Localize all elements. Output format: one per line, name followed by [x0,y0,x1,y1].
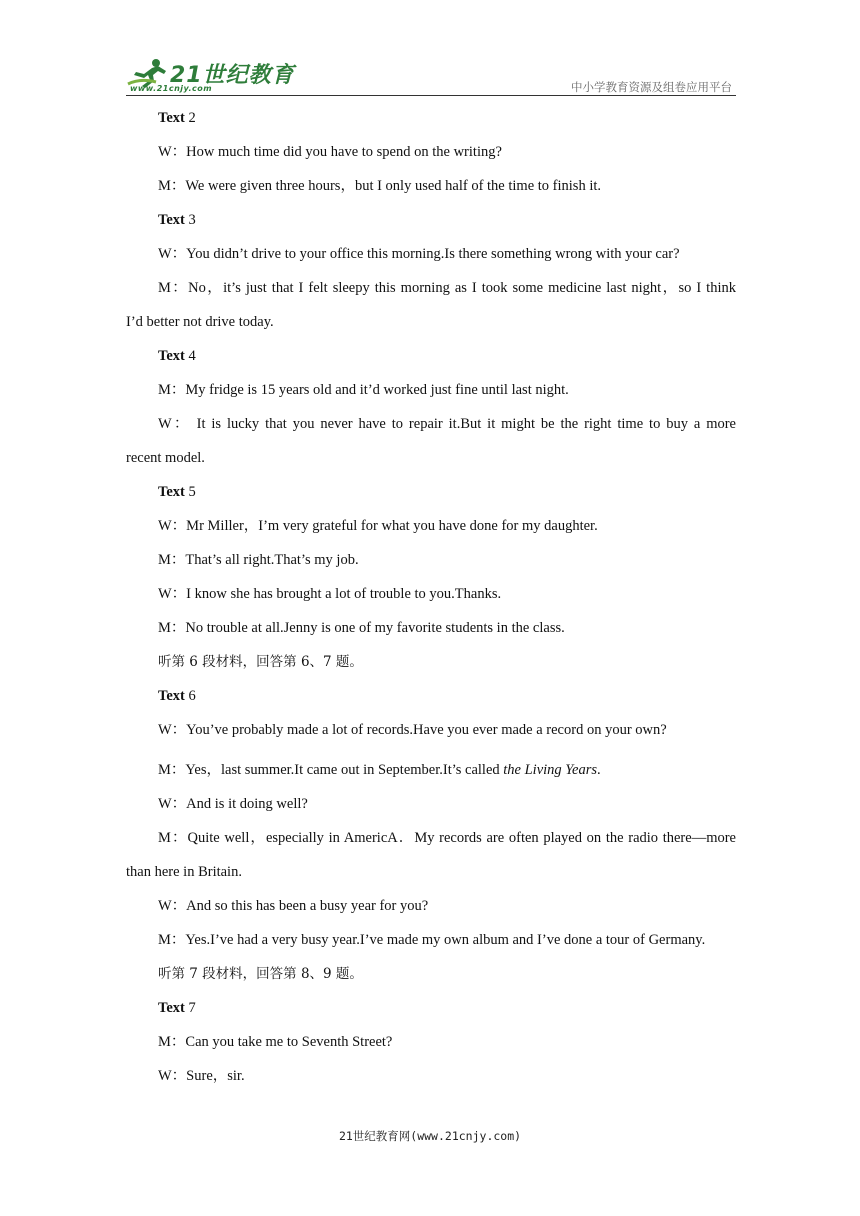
logo-url: www.21cnjy.com [130,84,213,93]
dialogue-line: W：Sure，sir. [158,1068,245,1084]
heading-text-3: Text 3 [158,212,196,228]
dialogue-line: M：No，it’s just that I felt sleepy this morning as I took some medicine last night，so I think [158,280,736,296]
dialogue-line: W：How much time did you have to spend on the writing? [158,144,502,160]
dialogue-line: M：No trouble at all.Jenny is one of my favorite students in the class. [158,620,565,636]
dialogue-paragraph [126,414,736,468]
logo-text: 21世纪教育 [170,63,295,88]
page-footer: 21世纪教育网(www.21cnjy.com) [338,1129,522,1143]
heading-text-6: Text 6 [158,688,196,704]
dialogue-line: W：You’ve probably made a lot of records.Have you ever made a record on your own? [158,722,667,738]
dialogue-line: M：Can you take me to Seventh Street? [158,1034,393,1050]
dialogue-paragraph [126,278,736,332]
dialogue-line: W：And so this has been a busy year for you? [158,898,429,914]
dialogue-line-continued: than here in Britain. [126,864,242,880]
dialogue-line: M：We were given three hours，but I only used half of the time to finish it. [158,178,602,194]
dialogue-line: M：Yes.I’ve had a very busy year.I’ve made my own album and I’ve done a tour of Germany. [158,932,706,948]
record-title: the Living Years [503,762,598,778]
heading-text-7: Text 7 [158,1000,196,1016]
dialogue-line: M：That’s all right.That’s my job. [158,552,359,568]
heading-text-5: Text 5 [158,484,196,500]
dialogue-line: M：Quite well，especially in AmericA．My records are often played on the radio there—more [158,830,736,846]
document-body [126,108,736,1100]
dialogue-line-continued: I’d better not drive today. [126,314,274,330]
dialogue-line: W：I know she has brought a lot of trouble to you.Thanks. [158,586,502,602]
dialogue-line: M：Yes，last summer.It came out in September.It’s called the Living Years. [158,762,601,778]
dialogue-line: M：My fridge is 15 years old and it’d worked just fine until last night. [158,382,569,398]
dialogue-line-continued: recent model. [126,450,205,466]
dialogue-paragraph [126,828,736,882]
heading-text-2: Text 2 [158,110,196,126]
dialogue-line: W： It is lucky that you never have to repair it.But it might be the right time to buy a more [158,416,736,432]
dialogue-line: W：You didn’t drive to your office this morning.Is there something wrong with your car? [158,246,680,262]
heading-text-4: Text 4 [158,348,196,364]
instruction-line: 听第 7 段材料，回答第 8、9 题。 [158,966,363,982]
dialogue-line: W：Mr Miller，I’m very grateful for what you have done for my daughter. [158,518,598,534]
instruction-line: 听第 6 段材料，回答第 6、7 题。 [158,654,363,670]
header-tagline: 中小学教育资源及组卷应用平台 [571,80,732,94]
dialogue-line: W：And is it doing well? [158,796,308,812]
page-header [126,58,736,96]
logo [126,58,295,96]
header-rule [126,95,736,96]
